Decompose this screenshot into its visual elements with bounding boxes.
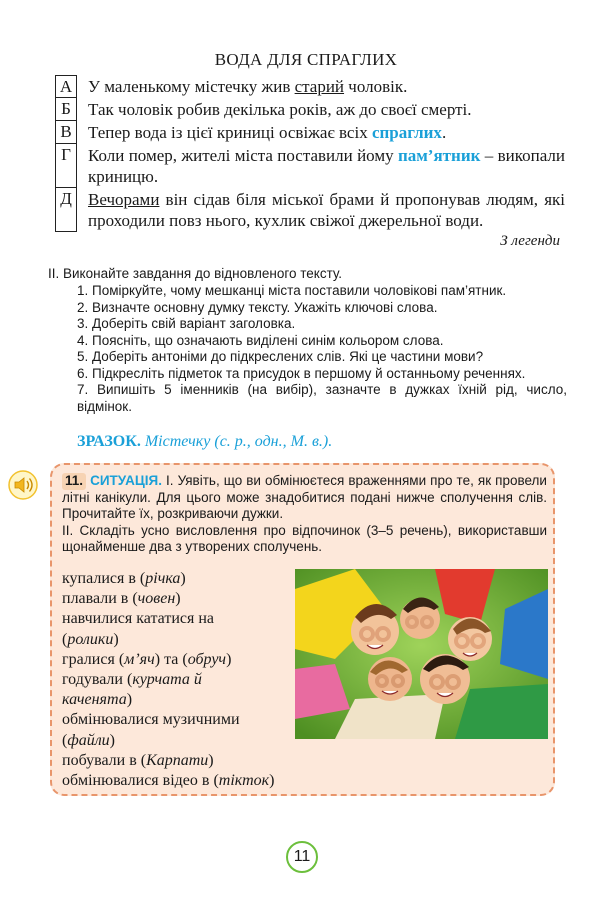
highlighted-word: пам’ятник bbox=[397, 146, 481, 165]
phrase-list bbox=[62, 569, 292, 791]
children-photo bbox=[295, 569, 548, 739]
list-item: 1. Поміркуйте, чому мешканці міста поставили чоловікові пам’ятник. bbox=[77, 283, 507, 298]
sample-line bbox=[77, 433, 332, 451]
story-row-v: В Тепер вода із цієї криниці освіжає всіх спраглих. bbox=[55, 121, 565, 144]
list-item: побували в (Карпати) bbox=[62, 751, 214, 769]
list-item: гралися (м’яч) та (обруч) bbox=[62, 650, 232, 668]
list-item: (ролики) bbox=[62, 630, 119, 648]
situation-part-1: 11. СИТУАЦІЯ. І. Уявіть, що ви обмінюєтеся враженнями про те, як провели літні канікули. Для цього може знадобитися подані нижче сполучення слів. Прочитайте їх, розкриваючи дужки. bbox=[62, 473, 547, 521]
highlighted-word: спраглих bbox=[371, 123, 442, 142]
tasks-intro: ІІ. Виконайте завдання до відновленого тексту. bbox=[48, 266, 343, 281]
story-row-b: Б Так чоловік робив декілька років, аж до своєї смерті. bbox=[55, 98, 565, 121]
story-source: З легенди bbox=[500, 233, 560, 249]
situation-box bbox=[50, 463, 555, 796]
list-item: (файли) bbox=[62, 731, 115, 749]
story-row-a: А У маленькому містечку жив старий чоловік. bbox=[55, 75, 565, 98]
underlined-word: Вечорами bbox=[88, 190, 160, 209]
row-letter: А bbox=[55, 75, 77, 98]
sample-value: Містечку (с. р., одн., М. в.). bbox=[144, 433, 333, 450]
list-item: купалися в (річка) bbox=[62, 570, 186, 587]
list-item: 4. Поясніть, що означають виділені синім кольором слова. bbox=[77, 332, 444, 348]
row-letter: В bbox=[55, 121, 77, 144]
task-list bbox=[77, 283, 567, 415]
list-item: 5. Доберіть антоніми до підкреслених слів. Які це частини мови? bbox=[77, 349, 484, 364]
row-letter: Б bbox=[55, 98, 77, 121]
exercise-label: СИТУАЦІЯ. bbox=[90, 473, 162, 488]
list-item: обмінювалися музичними bbox=[62, 711, 240, 729]
story-table bbox=[55, 75, 565, 232]
situation-part-2: ІІ. Складіть усно висловлення про відпочинок (3–5 речень), використавши щонайменше два з утворених сполучень. bbox=[62, 522, 547, 554]
list-item: 2. Визначте основну думку тексту. Укажіть ключові слова. bbox=[77, 299, 438, 315]
page-number: 11 bbox=[286, 841, 318, 873]
list-item: годували (курчата й bbox=[62, 671, 202, 689]
underlined-word: старий bbox=[294, 77, 345, 96]
row-letter: Д bbox=[55, 188, 77, 232]
story-row-d: Д Вечорами він сідав біля міської брами й пропонував людям, які проходили повз нього, кухлик свіжої джерельної води. bbox=[55, 188, 565, 232]
list-item: 3. Доберіть свій варіант заголовка. bbox=[77, 316, 296, 331]
list-item: обмінювалися відео в (тікток) bbox=[62, 772, 275, 790]
story-title: ВОДА ДЛЯ СПРАГЛИХ bbox=[214, 50, 398, 69]
list-item: каченята) bbox=[62, 691, 133, 709]
list-item: плавали в (човен) bbox=[62, 590, 181, 608]
row-letter: Г bbox=[55, 144, 77, 188]
speaker-icon[interactable] bbox=[8, 470, 38, 500]
list-item: навчилися кататися на bbox=[62, 610, 214, 628]
list-item: 6. Підкресліть підметок та присудок в першому й останньому реченнях. bbox=[77, 365, 526, 381]
sample-label: ЗРАЗОК. bbox=[77, 433, 141, 450]
list-item: 7. Випишіть 5 іменників (на вибір), зазначте в дужках їхній рід, число, відмінок. bbox=[77, 382, 567, 414]
exercise-number: 11. bbox=[62, 473, 86, 490]
story-row-g: Г Коли помер, жителі міста поставили йому пам’ятник – викопали криницю. bbox=[55, 144, 565, 188]
